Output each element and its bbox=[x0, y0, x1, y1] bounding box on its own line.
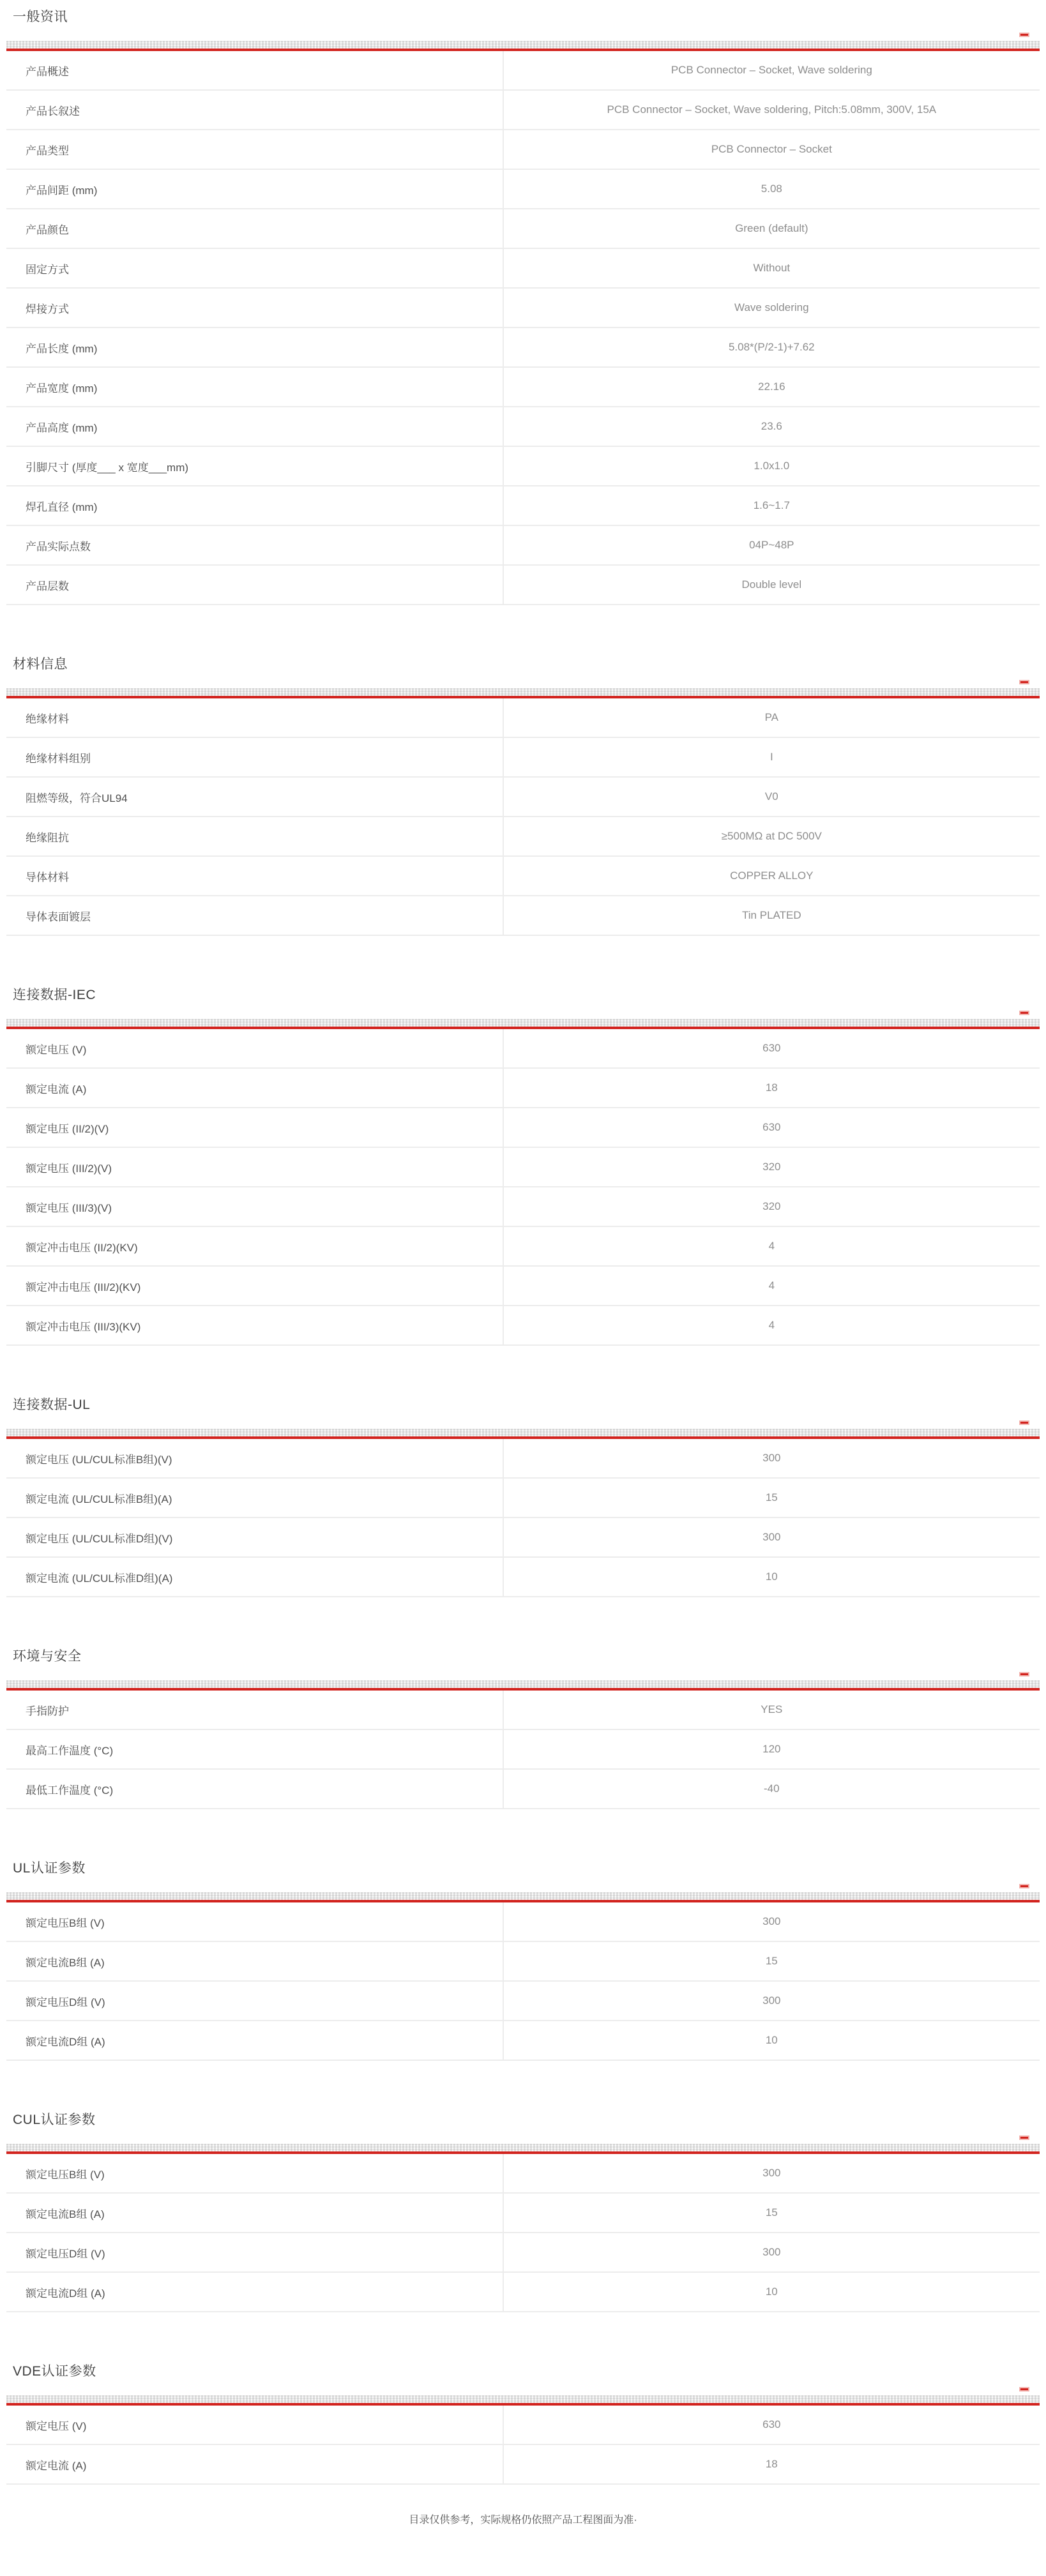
row-label: 额定电压D组 (V) bbox=[26, 1996, 105, 2008]
row-label: 额定电压 (III/3)(V) bbox=[26, 1201, 112, 1214]
section-cul-cert-params bbox=[6, 2107, 1040, 2312]
row-value: 320 bbox=[503, 1187, 1040, 1226]
row-label: 额定冲击电压 (III/2)(KV) bbox=[26, 1281, 141, 1293]
row-label: 焊孔直径 (mm) bbox=[26, 501, 98, 513]
row-label: 固定方式 bbox=[26, 263, 69, 276]
minus-icon bbox=[1019, 680, 1029, 684]
table-row bbox=[6, 1479, 1040, 1518]
row-label: 手指防护 bbox=[26, 1705, 69, 1717]
row-value: 630 bbox=[503, 1108, 1040, 1147]
row-value: 10 bbox=[503, 1558, 1040, 1596]
table-row bbox=[6, 566, 1040, 605]
section-header bbox=[6, 651, 1040, 688]
table-row bbox=[6, 1306, 1040, 1346]
table-row bbox=[6, 2194, 1040, 2233]
table-row bbox=[6, 1267, 1040, 1306]
row-label: 阻燃等级，符合UL94 bbox=[26, 792, 128, 804]
table-row bbox=[6, 328, 1040, 368]
table-row bbox=[6, 738, 1040, 778]
spec-table bbox=[6, 698, 1040, 936]
row-value: Green (default) bbox=[503, 209, 1040, 248]
section-connection-data-ul bbox=[6, 1392, 1040, 1597]
table-row bbox=[6, 1518, 1040, 1558]
row-value: 320 bbox=[503, 1148, 1040, 1186]
hatch-texture bbox=[6, 2395, 1040, 2403]
section-header bbox=[6, 2107, 1040, 2144]
row-value: PCB Connector – Socket, Wave soldering, Pitch:5.08mm, 300V, 15A bbox=[503, 91, 1040, 129]
table-row bbox=[6, 1069, 1040, 1108]
table-row bbox=[6, 2445, 1040, 2485]
row-label: 产品长度 (mm) bbox=[26, 342, 98, 355]
row-value: 630 bbox=[503, 1029, 1040, 1067]
table-row bbox=[6, 447, 1040, 486]
table-row bbox=[6, 896, 1040, 936]
table-row bbox=[6, 1902, 1040, 1942]
section-header bbox=[6, 982, 1040, 1019]
row-label: 额定电流 (UL/CUL标准D组)(A) bbox=[26, 1572, 173, 1585]
row-value: 300 bbox=[503, 2154, 1040, 2192]
row-value: 4 bbox=[503, 1267, 1040, 1305]
hatch-texture bbox=[6, 1429, 1040, 1436]
table-row bbox=[6, 1029, 1040, 1069]
table-row bbox=[6, 2273, 1040, 2312]
hatch-texture bbox=[6, 688, 1040, 696]
row-label: 额定电流B组 (A) bbox=[26, 2208, 105, 2220]
collapse-section-button[interactable] bbox=[1019, 2387, 1029, 2391]
section-header bbox=[6, 1392, 1040, 1429]
row-label: 额定电流 (UL/CUL标准B组)(A) bbox=[26, 1493, 172, 1505]
row-label: 额定电流 (A) bbox=[26, 1083, 87, 1096]
minus-icon bbox=[1019, 1672, 1029, 1676]
row-label: 绝缘阻抗 bbox=[26, 831, 69, 844]
row-value: -40 bbox=[503, 1770, 1040, 1808]
row-label: 额定电压B组 (V) bbox=[26, 1917, 105, 1929]
table-row bbox=[6, 91, 1040, 130]
row-value: Wave soldering bbox=[503, 289, 1040, 327]
table-row bbox=[6, 1187, 1040, 1227]
row-label: 额定电压 (V) bbox=[26, 1043, 87, 1056]
spec-table bbox=[6, 1691, 1040, 1809]
section-title: CUL认证参数 bbox=[13, 2113, 96, 2127]
table-row bbox=[6, 209, 1040, 249]
table-row bbox=[6, 817, 1040, 857]
row-label: 额定电流D组 (A) bbox=[26, 2035, 105, 2048]
row-label: 产品实际点数 bbox=[26, 540, 91, 553]
collapse-section-button[interactable] bbox=[1019, 1011, 1029, 1015]
table-row bbox=[6, 1439, 1040, 1479]
table-row bbox=[6, 1942, 1040, 1982]
section-ul-cert-params bbox=[6, 1855, 1040, 2061]
row-label: 产品宽度 (mm) bbox=[26, 382, 98, 395]
row-value: 18 bbox=[503, 2445, 1040, 2483]
row-label: 产品间距 (mm) bbox=[26, 184, 98, 197]
table-row bbox=[6, 1558, 1040, 1597]
row-value: 4 bbox=[503, 1227, 1040, 1265]
table-row bbox=[6, 1691, 1040, 1730]
row-value: Tin PLATED bbox=[503, 896, 1040, 935]
row-value: ≥500MΩ at DC 500V bbox=[503, 817, 1040, 855]
row-label: 最高工作温度 (°C) bbox=[26, 1744, 114, 1757]
table-row bbox=[6, 1148, 1040, 1187]
row-value: 300 bbox=[503, 1439, 1040, 1477]
section-title: 环境与安全 bbox=[13, 1649, 82, 1664]
collapse-section-button[interactable] bbox=[1019, 1884, 1029, 1888]
table-row bbox=[6, 130, 1040, 170]
table-row bbox=[6, 51, 1040, 91]
row-value: 5.08 bbox=[503, 170, 1040, 208]
row-value: 120 bbox=[503, 1730, 1040, 1768]
table-row bbox=[6, 407, 1040, 447]
table-row bbox=[6, 249, 1040, 289]
hatch-texture bbox=[6, 1680, 1040, 1688]
minus-icon bbox=[1019, 1011, 1029, 1015]
row-value: Without bbox=[503, 249, 1040, 287]
row-label: 焊接方式 bbox=[26, 303, 69, 315]
row-value: COPPER ALLOY bbox=[503, 857, 1040, 895]
section-title: 连接数据-IEC bbox=[13, 988, 96, 1002]
collapse-section-button[interactable] bbox=[1019, 1672, 1029, 1676]
row-label: 绝缘材料 bbox=[26, 712, 69, 725]
table-row bbox=[6, 526, 1040, 566]
section-header bbox=[6, 2358, 1040, 2395]
table-row bbox=[6, 368, 1040, 407]
row-label: 产品层数 bbox=[26, 580, 69, 592]
row-value: 1.0x1.0 bbox=[503, 447, 1040, 485]
minus-icon bbox=[1019, 1420, 1029, 1425]
row-label: 额定电压 (III/2)(V) bbox=[26, 1162, 112, 1175]
table-row bbox=[6, 486, 1040, 526]
row-value: 300 bbox=[503, 1902, 1040, 1941]
row-value: 630 bbox=[503, 2406, 1040, 2444]
row-value: YES bbox=[503, 1691, 1040, 1729]
section-material-info bbox=[6, 651, 1040, 936]
spec-table bbox=[6, 2154, 1040, 2312]
row-value: 15 bbox=[503, 1942, 1040, 1980]
row-value: PCB Connector – Socket bbox=[503, 130, 1040, 169]
row-label: 额定电压 (UL/CUL标准D组)(V) bbox=[26, 1532, 173, 1545]
collapse-section-button[interactable] bbox=[1019, 2135, 1029, 2140]
row-value: PA bbox=[503, 698, 1040, 737]
row-label: 额定电流 (A) bbox=[26, 2459, 87, 2472]
table-row bbox=[6, 1982, 1040, 2021]
row-value: 5.08*(P/2-1)+7.62 bbox=[503, 328, 1040, 366]
spec-table bbox=[6, 2406, 1040, 2485]
row-label: 产品颜色 bbox=[26, 223, 69, 236]
minus-icon bbox=[1019, 33, 1029, 37]
section-vde-cert-params bbox=[6, 2358, 1040, 2485]
section-environment-safety bbox=[6, 1643, 1040, 1809]
section-general-info bbox=[6, 4, 1040, 605]
table-row bbox=[6, 1730, 1040, 1770]
row-label: 引脚尺寸 (厚度___ x 宽度___mm) bbox=[26, 461, 189, 474]
section-title: UL认证参数 bbox=[13, 1861, 86, 1876]
section-header bbox=[6, 4, 1040, 41]
table-row bbox=[6, 2233, 1040, 2273]
table-row bbox=[6, 170, 1040, 209]
collapse-section-button[interactable] bbox=[1019, 33, 1029, 37]
hatch-texture bbox=[6, 1892, 1040, 1900]
row-label: 产品高度 (mm) bbox=[26, 421, 98, 434]
spec-table bbox=[6, 1029, 1040, 1346]
row-label: 额定电压 (UL/CUL标准B组)(V) bbox=[26, 1453, 172, 1466]
row-label: 额定电压 (II/2)(V) bbox=[26, 1122, 109, 1135]
table-row bbox=[6, 1108, 1040, 1148]
row-value: 1.6~1.7 bbox=[503, 486, 1040, 525]
section-title: 一般资讯 bbox=[13, 10, 68, 24]
row-value: V0 bbox=[503, 778, 1040, 816]
row-label: 导体材料 bbox=[26, 871, 69, 884]
row-value: 10 bbox=[503, 2021, 1040, 2060]
row-label: 最低工作温度 (°C) bbox=[26, 1784, 114, 1796]
row-label: 额定冲击电压 (III/3)(KV) bbox=[26, 1320, 141, 1333]
row-label: 导体表面镀层 bbox=[26, 910, 91, 923]
hatch-texture bbox=[6, 2144, 1040, 2151]
hatch-texture bbox=[6, 1019, 1040, 1027]
row-value: 22.16 bbox=[503, 368, 1040, 406]
row-value: 4 bbox=[503, 1306, 1040, 1344]
row-label: 额定冲击电压 (II/2)(KV) bbox=[26, 1241, 138, 1254]
minus-icon bbox=[1019, 2387, 1029, 2391]
table-row bbox=[6, 857, 1040, 896]
spec-table bbox=[6, 1902, 1040, 2061]
row-value: 18 bbox=[503, 1069, 1040, 1107]
row-label: 产品类型 bbox=[26, 144, 69, 157]
spec-table bbox=[6, 1439, 1040, 1597]
minus-icon bbox=[1019, 2135, 1029, 2140]
row-value: 10 bbox=[503, 2273, 1040, 2311]
row-label: 产品概述 bbox=[26, 65, 69, 78]
collapse-section-button[interactable] bbox=[1019, 1420, 1029, 1425]
section-header bbox=[6, 1855, 1040, 1892]
row-label: 额定电流D组 (A) bbox=[26, 2287, 105, 2300]
table-row bbox=[6, 778, 1040, 817]
row-value: 15 bbox=[503, 1479, 1040, 1517]
table-row bbox=[6, 1770, 1040, 1809]
row-value: 300 bbox=[503, 1518, 1040, 1556]
row-label: 额定电压 (V) bbox=[26, 2420, 87, 2432]
spec-table bbox=[6, 51, 1040, 605]
hatch-texture bbox=[6, 41, 1040, 49]
table-row bbox=[6, 698, 1040, 738]
table-row bbox=[6, 1227, 1040, 1267]
row-value: 23.6 bbox=[503, 407, 1040, 446]
row-label: 产品长叙述 bbox=[26, 105, 80, 117]
row-value: 15 bbox=[503, 2194, 1040, 2232]
section-header bbox=[6, 1643, 1040, 1680]
section-title: 连接数据-UL bbox=[13, 1397, 91, 1412]
row-label: 绝缘材料组别 bbox=[26, 752, 91, 765]
minus-icon bbox=[1019, 1884, 1029, 1888]
row-label: 额定电流B组 (A) bbox=[26, 1956, 105, 1969]
row-value: 300 bbox=[503, 1982, 1040, 2020]
row-value: Double level bbox=[503, 566, 1040, 604]
section-title: 材料信息 bbox=[13, 657, 68, 672]
row-label: 额定电压D组 (V) bbox=[26, 2247, 105, 2260]
row-value: I bbox=[503, 738, 1040, 776]
spec-sections bbox=[0, 4, 1046, 2485]
table-row bbox=[6, 2021, 1040, 2061]
table-row bbox=[6, 2154, 1040, 2194]
row-label: 额定电压B组 (V) bbox=[26, 2168, 105, 2181]
collapse-section-button[interactable] bbox=[1019, 680, 1029, 684]
table-row bbox=[6, 2406, 1040, 2445]
row-value: PCB Connector – Socket, Wave soldering bbox=[503, 51, 1040, 89]
section-connection-data-iec bbox=[6, 982, 1040, 1346]
row-value: 04P~48P bbox=[503, 526, 1040, 564]
footer-note: 目录仅供参考，实际规格仍依照产品工程图面为准· bbox=[409, 2515, 637, 2526]
table-row bbox=[6, 289, 1040, 328]
row-value: 300 bbox=[503, 2233, 1040, 2271]
section-title: VDE认证参数 bbox=[13, 2364, 96, 2379]
